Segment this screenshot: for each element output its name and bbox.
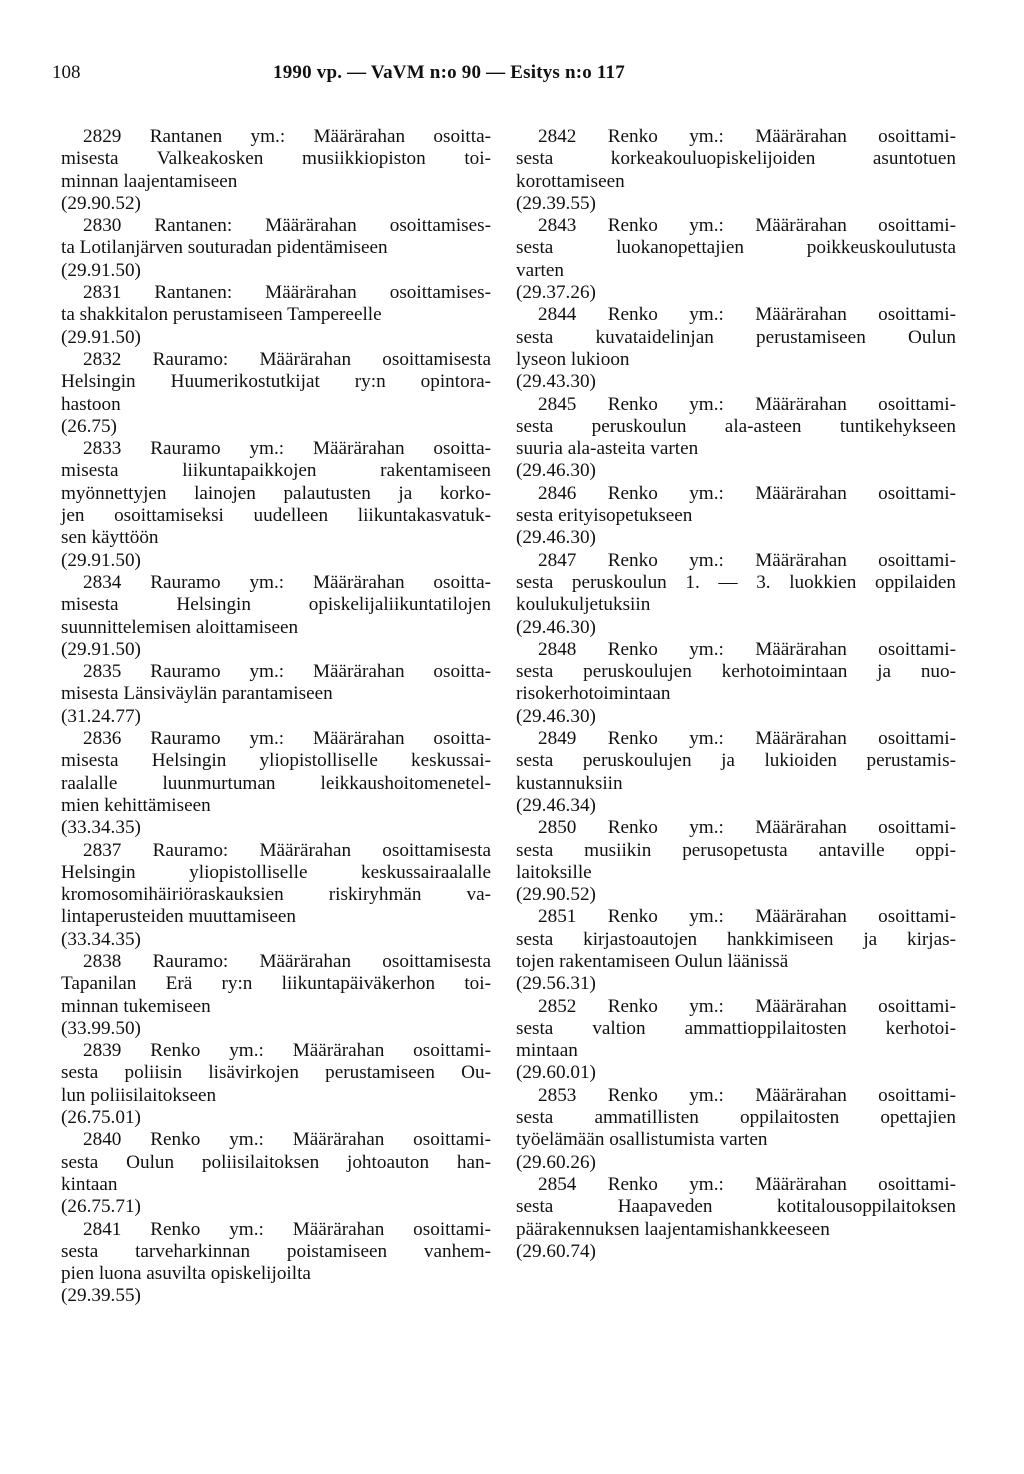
motion-text-line: lintaperusteiden muuttamiseen	[61, 906, 296, 928]
budget-item-code: (33.34.35)	[61, 928, 141, 950]
motion-title-line: 2831 Rantanen: Määrärahan osoittamises-	[83, 282, 491, 304]
motion-text-line: lun poliisilaitokseen	[61, 1084, 217, 1106]
motion-text-line: sen käyttöön	[61, 527, 159, 549]
motion-text-line: raalalle luunmurtuman leikkaushoitomenetel-	[61, 772, 491, 794]
budget-item-code: (29.37.26)	[516, 282, 596, 304]
motion-entry	[516, 817, 956, 906]
motion-title-line: 2835 Rauramo ym.: Määrärahan osoitta-	[83, 661, 491, 683]
budget-item-code: (26.75.01)	[61, 1107, 141, 1129]
motion-entry	[516, 550, 956, 639]
budget-item-code: (29.91.50)	[61, 549, 141, 571]
budget-item-code: (29.39.55)	[61, 1285, 141, 1307]
motion-title-line: 2830 Rantanen: Määrärahan osoittamises-	[83, 215, 491, 237]
motion-text-line: sesta erityisopetukseen	[516, 505, 693, 527]
motion-text-line: sesta musiikin perusopetusta antaville oppi-	[516, 839, 956, 861]
motion-entry	[61, 728, 491, 839]
motion-text-line: sesta kirjastoautojen hankkimiseen ja kirjas-	[516, 928, 956, 950]
motion-entry	[61, 951, 491, 1040]
motion-text-line: sesta luokanopettajien poikkeuskoulutusta	[516, 237, 956, 259]
motion-title-line: 2836 Rauramo ym.: Määrärahan osoitta-	[83, 728, 491, 750]
budget-item-code: (31.24.77)	[61, 705, 141, 727]
budget-item-code: (29.60.74)	[516, 1240, 596, 1262]
motion-text-line: Helsingin Huumerikostutkijat ry:n opintora-	[61, 371, 491, 393]
budget-item-code: (29.60.26)	[516, 1151, 596, 1173]
motion-title-line: 2850 Renko ym.: Määrärahan osoittami-	[538, 817, 956, 839]
motion-text-line: työelämään osallistumista varten	[516, 1129, 768, 1151]
motion-entry	[516, 304, 956, 393]
motion-entry	[61, 438, 491, 572]
motion-title-line: 2851 Renko ym.: Määrärahan osoittami-	[538, 906, 956, 928]
budget-item-code: (33.99.50)	[61, 1017, 141, 1039]
motion-title-line: 2852 Renko ym.: Määrärahan osoittami-	[538, 995, 956, 1017]
budget-item-code: (29.46.30)	[516, 616, 596, 638]
motion-text-line: ta Lotilanjärven souturadan pidentämiseen	[61, 237, 388, 259]
motion-text-line: sesta poliisin lisävirkojen perustamiseen Ou-	[61, 1062, 491, 1084]
motion-text-line: sesta Haapaveden kotitalousoppilaitoksen	[516, 1196, 956, 1218]
motion-text-line: varten	[516, 259, 564, 281]
motion-title-line: 2838 Rauramo: Määrärahan osoittamisesta	[83, 950, 491, 972]
motion-title-line: 2843 Renko ym.: Määrärahan osoittami-	[538, 215, 956, 237]
motion-text-line: suunnittelemisen aloittamiseen	[61, 616, 299, 638]
motion-title-line: 2834 Rauramo ym.: Määrärahan osoitta-	[83, 571, 491, 593]
motion-text-line: risokerhotoimintaan	[516, 683, 671, 705]
motion-entry	[516, 728, 956, 817]
budget-item-code: (29.91.50)	[61, 638, 141, 660]
motion-text-line: sesta korkeakouluopiskelijoiden asuntotuen	[516, 148, 956, 170]
motion-entry	[61, 215, 491, 282]
motion-title-line: 2848 Renko ym.: Määrärahan osoittami-	[538, 638, 956, 660]
motion-text-line: sesta valtion ammattioppilaitosten kerhotoi-	[516, 1017, 956, 1039]
motion-entry	[61, 1040, 491, 1129]
motion-entry	[61, 349, 491, 438]
motion-text-line: misesta Länsiväylän parantamiseen	[61, 683, 333, 705]
motion-text-line: tojen rakentamiseen Oulun läänissä	[516, 950, 789, 972]
motion-text-line: misesta liikuntapaikkojen rakentamiseen	[61, 460, 491, 482]
motion-text-line: minnan tukemiseen	[61, 995, 211, 1017]
right-column	[516, 126, 956, 1263]
motion-text-line: sesta peruskoulun 1. — 3. luokkien oppilaiden	[516, 571, 956, 593]
motion-text-line: koulukuljetuksiin	[516, 594, 651, 616]
motion-entry	[61, 840, 491, 951]
motion-text-line: kromosomihäiriöraskauksien riskiryhmän va-	[61, 884, 491, 906]
budget-item-code: (26.75)	[61, 415, 117, 437]
budget-item-code: (29.46.30)	[516, 705, 596, 727]
motion-title-line: 2849 Renko ym.: Määrärahan osoittami-	[538, 728, 956, 750]
motion-text-line: kustannuksiin	[516, 772, 623, 794]
motion-entry	[61, 126, 491, 215]
budget-item-code: (29.46.30)	[516, 527, 596, 549]
motion-title-line: 2847 Renko ym.: Määrärahan osoittami-	[538, 549, 956, 571]
budget-item-code: (29.90.52)	[61, 192, 141, 214]
motion-title-line: 2833 Rauramo ym.: Määrärahan osoitta-	[83, 438, 491, 460]
budget-item-code: (33.34.35)	[61, 817, 141, 839]
motion-entry	[516, 1174, 956, 1263]
motion-entry	[516, 639, 956, 728]
motion-text-line: sesta peruskoulujen kerhotoimintaan ja nuo-	[516, 661, 956, 683]
motion-text-line: lyseon lukioon	[516, 348, 630, 370]
motion-title-line: 2842 Renko ym.: Määrärahan osoittami-	[538, 126, 956, 147]
motion-text-line: mien kehittämiseen	[61, 794, 211, 816]
page-number: 108	[52, 62, 81, 83]
motion-title-line: 2837 Rauramo: Määrärahan osoittamisesta	[83, 839, 491, 861]
page-header	[52, 62, 972, 90]
budget-item-code: (29.39.55)	[516, 192, 596, 214]
motion-text-line: kintaan	[61, 1173, 118, 1195]
motion-text-line: myönnettyjen lainojen palautusten ja korko-	[61, 482, 491, 504]
motion-title-line: 2840 Renko ym.: Määrärahan osoittami-	[83, 1129, 491, 1151]
motion-entry	[516, 215, 956, 304]
motion-text-line: Helsingin yliopistolliselle keskussairaalalle	[61, 861, 491, 883]
motion-entry	[61, 572, 491, 661]
motion-text-line: suuria ala-asteita varten	[516, 438, 699, 460]
left-column	[61, 126, 491, 1308]
motion-entry	[516, 126, 956, 215]
budget-item-code: (29.90.52)	[516, 884, 596, 906]
motion-title-line: 2841 Renko ym.: Määrärahan osoittami-	[83, 1218, 491, 1240]
motion-text-line: Tapanilan Erä ry:n liikuntapäiväkerhon toi-	[61, 973, 491, 995]
motion-text-line: misesta Valkeakosken musiikkiopiston toi-	[61, 148, 491, 170]
motion-text-line: minnan laajentamiseen	[61, 170, 238, 192]
motion-text-line: misesta Helsingin yliopistolliselle keskussai-	[61, 750, 491, 772]
motion-text-line: sesta tarveharkinnan poistamiseen vanhem-	[61, 1240, 491, 1262]
motion-text-line: pien luona asuvilta opiskelijoilta	[61, 1263, 311, 1285]
motion-text-line: korottamiseen	[516, 170, 625, 192]
budget-item-code: (29.46.34)	[516, 794, 596, 816]
motion-title-line: 2832 Rauramo: Määrärahan osoittamisesta	[83, 348, 491, 370]
motion-entry	[516, 1085, 956, 1174]
motion-entry	[516, 394, 956, 483]
motion-title-line: 2845 Renko ym.: Määrärahan osoittami-	[538, 393, 956, 415]
budget-item-code: (29.43.30)	[516, 371, 596, 393]
budget-item-code: (29.60.01)	[516, 1062, 596, 1084]
budget-item-code: (29.91.50)	[61, 326, 141, 348]
motion-entry	[61, 282, 491, 349]
motion-text-line: päärakennuksen laajentamishankkeeseen	[516, 1218, 830, 1240]
motion-title-line: 2839 Renko ym.: Määrärahan osoittami-	[83, 1040, 491, 1062]
motion-text-line: hastoon	[61, 393, 121, 415]
motion-text-line: mintaan	[516, 1040, 578, 1062]
motion-text-line: sesta peruskoulun ala-asteen tuntikehykseen	[516, 415, 956, 437]
motion-text-line: sesta Oulun poliisilaitoksen johtoauton han-	[61, 1151, 491, 1173]
motion-entry	[61, 1129, 491, 1218]
motion-title-line: 2829 Rantanen ym.: Määrärahan osoitta-	[83, 126, 491, 147]
motion-text-line: ta shakkitalon perustamiseen Tampereelle	[61, 304, 382, 326]
motion-text-line: misesta Helsingin opiskelijaliikuntatilojen	[61, 594, 491, 616]
motion-title-line: 2854 Renko ym.: Määrärahan osoittami-	[538, 1173, 956, 1195]
motion-text-line: sesta peruskoulujen ja lukioiden perustamis-	[516, 750, 956, 772]
motion-text-line: jen osoittamiseksi uudelleen liikuntakasvatuk-	[61, 505, 491, 527]
motion-text-line: sesta ammatillisten oppilaitosten opettajien	[516, 1107, 956, 1129]
budget-item-code: (26.75.71)	[61, 1196, 141, 1218]
motion-entry	[516, 996, 956, 1085]
motion-title-line: 2853 Renko ym.: Määrärahan osoittami-	[538, 1084, 956, 1106]
motion-title-line: 2844 Renko ym.: Määrärahan osoittami-	[538, 304, 956, 326]
budget-item-code: (29.91.50)	[61, 259, 141, 281]
motion-entry	[61, 661, 491, 728]
budget-item-code: (29.46.30)	[516, 460, 596, 482]
motion-title-line: 2846 Renko ym.: Määrärahan osoittami-	[538, 482, 956, 504]
budget-item-code: (29.56.31)	[516, 973, 596, 995]
motion-text-line: sesta kuvataidelinjan perustamiseen Oulun	[516, 326, 956, 348]
motion-entry	[516, 906, 956, 995]
motion-text-line: laitoksille	[516, 861, 592, 883]
motion-entry	[516, 483, 956, 550]
motion-entry	[61, 1219, 491, 1308]
running-title: 1990 vp. — VaVM n:o 90 — Esitys n:o 117	[273, 62, 625, 83]
